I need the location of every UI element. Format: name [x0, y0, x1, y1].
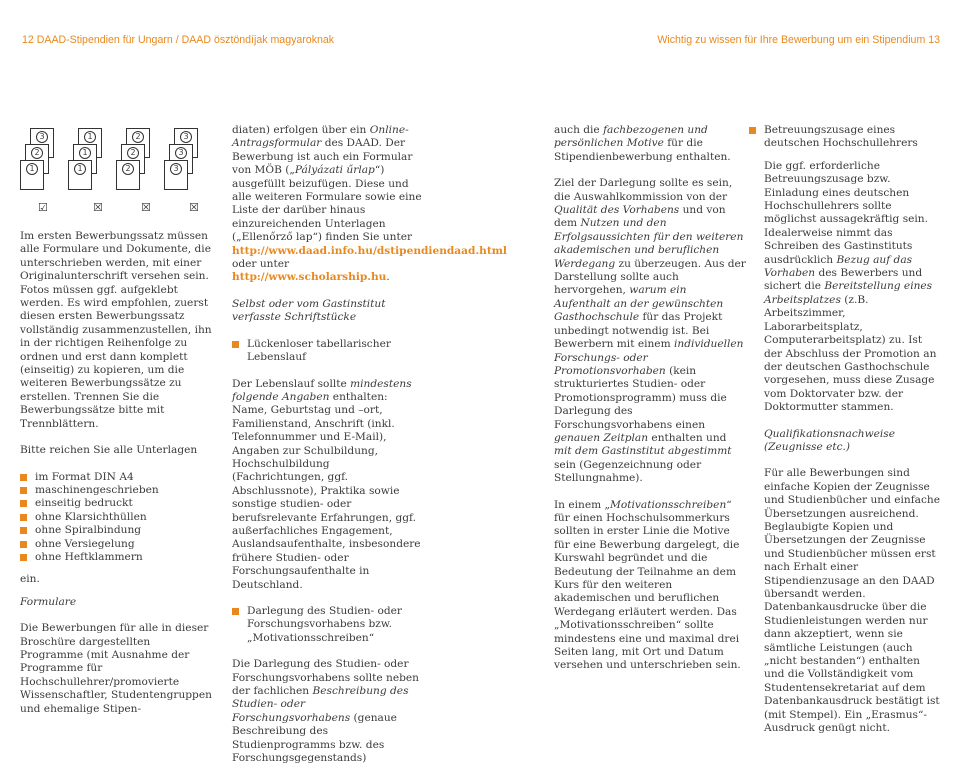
- request-text: Bitte reichen Sie alle Unterlagen: [20, 444, 198, 457]
- motivation-letter-paragraph: In einem „Motivationsschreiben“ für einen Hochschulsommerkurs sollten in erster Linie die Motive für eine Bewerbung dargelegt, die Kurswahl begründet und die Bedeutung der Teilnahme an dem Kurs für den weiteren akademischen und beruflichen Werdegang erläutert werden. Das „Motivationsschreiben“ sollte mindestens eine und maximal drei Seiten lang, mit Ort und Datum versehen und unterschrieben sein.: [554, 498, 741, 672]
- document-icon: 1: [20, 160, 44, 190]
- document-icon: 2: [25, 144, 49, 174]
- qualifications-paragraph: Für alle Bewerbungen sind einfache Kopien der Zeugnisse und Studienbücher und einfache Übersetzungen ausreichend. Beglaubigte Kopien und Übersetzungen der Zeugnisse und Studienbücher müssen erst nach Erhalt einer Stipendienzusage an den DAAD übersandt werden. Datenbankausdrucke über die Studienleistungen werden nur dann akzeptiert, wenn sie sämtliche Leistungen (auch „nicht bestanden“) enthalten und die Vollständigkeit vom Studentensekretariat auf dem Datenbankausdruck bestätigt ist (mit Stempel). Ein „Erasmus“-Ausdruck genügt nicht.: [764, 467, 940, 735]
- document-icon: 2: [116, 160, 140, 190]
- document-icon: 3: [30, 128, 54, 158]
- list-item: ohne Versiegelung: [20, 538, 212, 551]
- list-item: einseitig bedruckt: [20, 497, 212, 510]
- research-plan-bullet-title: Darlegung des Studien- oder Forschungsvorhabens bzw. „Motivationsschreiben“: [232, 605, 424, 645]
- document-icon: 3: [164, 160, 188, 190]
- cv-bullet-title: Lückenloser tabellarischer Lebenslauf: [232, 338, 424, 365]
- crossed-box-icon: ☒: [189, 201, 199, 214]
- goal-paragraph: Ziel der Darlegung sollte es sein, die Auswahlkommission von der Qualität des Vorhabens und von dem Nutzen und den Erfolgsaussichten für den weiteren akademischen und beruflichen Werdegang zu überzeugen. Aus der Darstellung sollte auch hervorgehen, warum ein Aufenthalt an der gewünschten Gasthochschule für das Projekt unbedingt notwendig ist. Bei Bewerbern mit einem individuellen Forschungs- oder Promotionsvorhaben (kein strukturiertes Studien- oder Promotionsprogramm) muss die Darlegung des Forschungsvorhabens einen genauen Zeitplan enthalten und mit dem Gastinstitut abgestimmt sein (Gegenzeichnung oder Stellungnahme).: [554, 177, 746, 485]
- document-icon: 3: [169, 144, 193, 174]
- page-header-right: Wichtig zu wissen für Ihre Bewerbung um ein Stipendium 13: [657, 34, 940, 46]
- document-sets-illustration: [20, 128, 210, 218]
- daad-link[interactable]: http://www.daad.info.hu/dstipendiendaad.html: [232, 244, 507, 257]
- list-item: ohne Klarsichthüllen: [20, 511, 212, 524]
- research-plan-paragraph: Die Darlegung des Studien- oder Forschungsvorhabens sollte neben der fachlichen Beschreibung des Studien- oder Forschungsvorhabens (genaue Beschreibung des Studienprogramms bzw. des Forschungsgegenstands): [232, 658, 419, 765]
- qualifications-heading: Qualifikationsnachweise (Zeugnisse etc.): [764, 427, 896, 453]
- crossed-box-icon: ☒: [93, 201, 103, 214]
- formulare-heading: Formulare: [20, 595, 77, 608]
- column-1: [20, 230, 212, 716]
- requirements-list: [20, 471, 212, 565]
- column-2: [232, 124, 507, 765]
- cv-paragraph: Der Lebenslauf sollte mindestens folgende Angaben enthalten: Name, Geburtstag und –ort, Familienstand, Anschrift (inkl. Telefonnummer und E-Mail), Angaben zur Schulbildung, Hochschulbildung (Fachrichtungen, ggf. Abschlussnote), Praktika sowie sonstige studien- oder berufsrelevante Erfahrungen, ggf. außerfachliches Engagement, Auslandsaufenthalte, insbesondere frühere Studien- oder Forschungsaufenthalte in Deutschland.: [232, 377, 421, 591]
- document-icon: 1: [68, 160, 92, 190]
- formulare-paragraph: Die Bewerbungen für alle in dieser Broschüre dargestellten Programme (mit Ausnahme der Programme für Hochschullehrer/promovierte Wissenschaftler, Studentengruppen und ehemalige Stipen-: [20, 622, 212, 715]
- motives-paragraph: auch die fachbezogenen und persönlichen Motive für die Stipendienbewerbung enthalten.: [554, 124, 731, 163]
- document-icon: 1: [78, 128, 102, 158]
- list-item: ohne Spiralbindung: [20, 524, 212, 537]
- document-icon: 3: [174, 128, 198, 158]
- supervisor-bullet-title: Betreuungszusage eines deutschen Hochschullehrers: [749, 124, 941, 151]
- column-4: [749, 124, 941, 735]
- supervisor-paragraph: Die ggf. erforderliche Betreuungszusage bzw. Einladung eines deutschen Hochschullehrers sollte möglichst aussagekräftig sein. Idealerweise nimmt das Schreiben des Gastinstituts ausdrücklich Bezug auf das Vorhaben des Bewerbers und sichert die Bereitstellung eines Arbeitsplatzes (z.B. Arbeitszimmer, Laborarbeitsplatz, Computerarbeitsplatz) zu. Ist der Abschluss der Promotion an der deutschen Gasthochschule vorgesehen, muss diese Zusage vom Doktorvater bzw. der Doktormutter stammen.: [764, 159, 937, 414]
- intro-paragraph: Im ersten Bewerbungssatz müssen alle Formulare und Dokumente, die unterschrieben werden, mit einer Originalunterschrift versehen sein. Fotos müssen ggf. aufgeklebt werden. Es wird empfohlen, zuerst diesen ersten Bewerbungssatz vollständig zusammenzustellen, ihn in der richtigen Reihenfolge zu ordnen und erst dann komplett (einseitig) zu kopieren, um die weiteren Bewerbungssätze zu erstellen. Trennen Sie die Bewerbungssätze bitte mit Trennblättern.: [20, 230, 212, 430]
- document-icon: 1: [73, 144, 97, 174]
- page-header-left: 12 DAAD-Stipendien für Ungarn / DAAD ösztöndíjak magyaroknak: [22, 34, 335, 46]
- list-end-text: ein.: [20, 573, 40, 586]
- list-item: ohne Heftklammern: [20, 551, 212, 564]
- list-item: im Format DIN A4: [20, 471, 212, 484]
- document-icon: 2: [126, 128, 150, 158]
- list-item: maschinengeschrieben: [20, 484, 212, 497]
- scholarship-link[interactable]: http://www.scholarship.hu: [232, 271, 387, 284]
- documents-heading: Selbst oder vom Gastinstitut verfasste Schriftstücke: [232, 297, 386, 324]
- column-3: [554, 124, 746, 673]
- crossed-box-icon: ☒: [141, 201, 151, 214]
- checked-box-icon: ☑: [38, 201, 48, 214]
- formulare-continued-paragraph: diaten) erfolgen über ein Online-Antragsformular des DAAD. Der Bewerbung ist auch ein Formular von MÖB („Pályázati űrlap“) ausgefüllt beizufügen. Diese und alle weiteren Formulare sowie eine Liste der darüber hinaus einzureichenden Unterlagen („Ellenőrző lap“) finden Sie unter http://www.daad.info.hu/dstipendiendaad.html oder unter http://www.scholarship.hu.: [232, 124, 507, 284]
- document-icon: 2: [121, 144, 145, 174]
